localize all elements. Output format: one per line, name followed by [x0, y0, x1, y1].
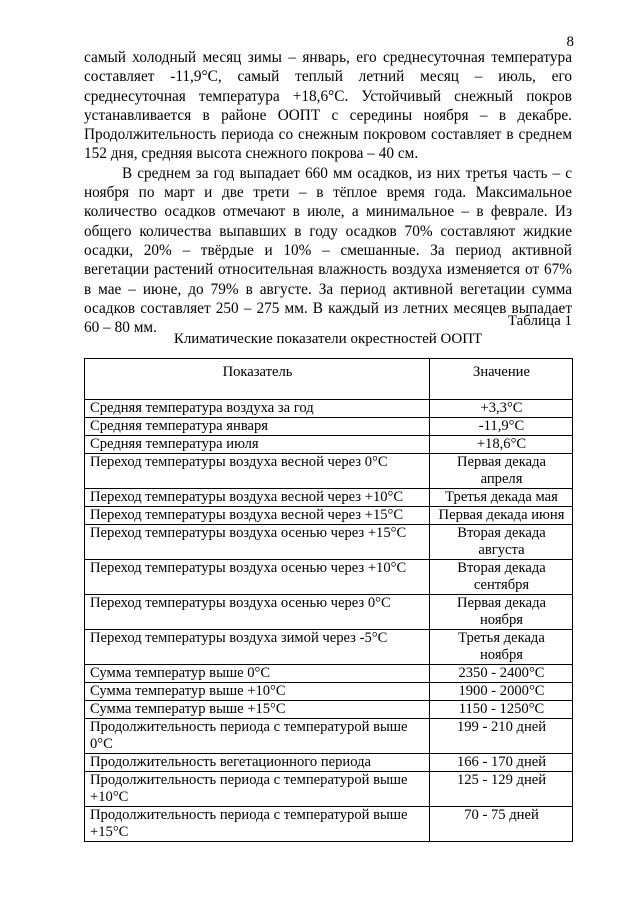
indicator-cell: Сумма температур выше +15°С — [85, 701, 430, 719]
table-title: Климатические показатели окрестностей ООПТ — [173, 331, 483, 347]
value-cell: 1150 - 1250°С — [430, 701, 573, 719]
paragraph-1: самый холодный месяц зимы – январь, его среднесуточная температура составляет -11,9°С, самый теплый летний месяц – июль, его среднесуточная температура +18,6°С. Устойчивый снежный покров устанавливается в районе ООПТ с середины ноября – в декабре. Продолжительность периода со снежным покровом составляет в среднем 152 дня, средняя высота снежного покрова – 40 см. — [84, 49, 572, 163]
table-row — [85, 701, 573, 719]
table-row — [85, 525, 573, 560]
table-row — [85, 595, 573, 630]
table-row — [85, 754, 573, 772]
table-row — [85, 807, 573, 842]
table-row — [85, 436, 573, 454]
table-body — [85, 400, 573, 842]
indicator-cell: Переход температуры воздуха весной через +10°С — [85, 489, 430, 507]
value-cell: 70 - 75 дней — [430, 807, 573, 842]
value-cell: Первая декада июня — [430, 507, 573, 525]
table-row — [85, 683, 573, 701]
indicator-cell: Продолжительность вегетационного периода — [85, 754, 430, 772]
value-cell: 125 - 129 дней — [430, 772, 573, 807]
table-header-row — [85, 359, 573, 400]
table-row — [85, 630, 573, 665]
value-cell: Вторая декада августа — [430, 525, 573, 560]
indicator-cell: Сумма температур выше +10°С — [85, 683, 430, 701]
value-cell: +3,3°С — [430, 400, 573, 418]
value-cell: Третья декада ноября — [430, 630, 573, 665]
table-row — [85, 719, 573, 754]
table-row — [85, 418, 573, 436]
table-row — [85, 400, 573, 418]
header-indicator: Показатель — [85, 359, 430, 400]
indicator-cell: Переход температуры воздуха весной через +15°С — [85, 507, 430, 525]
indicator-cell: Сумма температур выше 0°С — [85, 665, 430, 683]
table-row — [85, 665, 573, 683]
value-cell: Первая декада ноября — [430, 595, 573, 630]
table-row — [85, 454, 573, 489]
indicator-cell: Средняя температура января — [85, 418, 430, 436]
indicator-cell: Переход температуры воздуха осенью через 0°С — [85, 595, 430, 630]
indicator-cell: Переход температуры воздуха весной через 0°С — [85, 454, 430, 489]
value-cell: 1900 - 2000°С — [430, 683, 573, 701]
body-text — [84, 48, 572, 337]
value-cell: Первая декада апреля — [430, 454, 573, 489]
value-cell: 199 - 210 дней — [430, 719, 573, 754]
table-row — [85, 772, 573, 807]
value-cell: -11,9°С — [430, 418, 573, 436]
indicator-cell: Переход температуры воздуха осенью через +15°С — [85, 525, 430, 560]
value-cell: 2350 - 2400°С — [430, 665, 573, 683]
indicator-cell: Средняя температура июля — [85, 436, 430, 454]
value-cell: +18,6°С — [430, 436, 573, 454]
table-row — [85, 489, 573, 507]
value-cell: 166 - 170 дней — [430, 754, 573, 772]
indicator-cell: Продолжительность периода с температурой выше 0°С — [85, 719, 430, 754]
indicator-cell: Продолжительность периода с температурой выше +15°С — [85, 807, 430, 842]
table-row — [85, 560, 573, 595]
table-label: Таблица 1 — [507, 313, 572, 329]
climate-table — [84, 358, 573, 842]
value-cell: Вторая декада сентября — [430, 560, 573, 595]
indicator-cell: Средняя температура воздуха за год — [85, 400, 430, 418]
indicator-cell: Переход температуры воздуха зимой через -5°С — [85, 630, 430, 665]
page-number: 8 — [566, 34, 574, 50]
indicator-cell: Переход температуры воздуха осенью через +10°С — [85, 560, 430, 595]
paragraph-2: В среднем за год выпадает 660 мм осадков, из них третья часть – с ноября по март и две трети – в тёплое время года. Максимальное количество осадков отмечают в июле, а минимальное – в феврале. Из общего количества выпавших в году осадков 70% составляют жидкие осадки, 20% – твёрдые и 10% – смешанные. За период активной вегетации растений относительная влажность воздуха изменяется от 67% в мае – июне, до 79% в августе. За период активной вегетации сумма осадков составляет 250 – 275 мм. В каждый из летних месяцев выпадает 60 – 80 мм. — [84, 164, 572, 337]
indicator-cell: Продолжительность периода с температурой выше +10°С — [85, 772, 430, 807]
header-value: Значение — [430, 359, 573, 400]
value-cell: Третья декада мая — [430, 489, 573, 507]
table-row — [85, 507, 573, 525]
